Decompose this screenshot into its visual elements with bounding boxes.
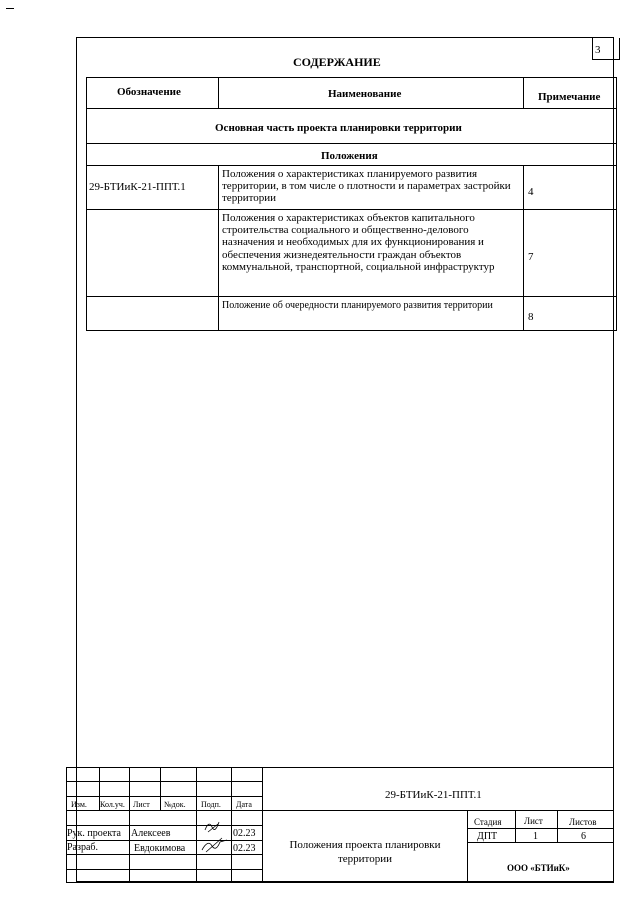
row-1-designation: 29-БТИиК-21-ППТ.1 xyxy=(89,181,186,193)
stamp-stage: ДПТ xyxy=(477,831,498,842)
stamp-col-ndok: №док. xyxy=(164,800,186,809)
stamp-sheets-label: Листов xyxy=(569,817,597,827)
stamp-role-1: Рук. проекта xyxy=(67,828,121,839)
stamp-date-2: 02.23 xyxy=(233,843,256,854)
row-3-note: 8 xyxy=(528,311,534,323)
row-2-note: 7 xyxy=(528,251,534,263)
subsection-heading: Положения xyxy=(321,150,378,162)
stamp-date-1: 02.23 xyxy=(233,828,256,839)
stamp-stage-label: Стадия xyxy=(474,817,502,827)
section-heading: Основная часть проекта планировки территории xyxy=(215,122,462,134)
stamp-name-2: Евдокимова xyxy=(134,843,186,854)
page-frame xyxy=(76,37,614,882)
stamp-sheet: 1 xyxy=(533,831,538,842)
row-2-name: Положения о характеристиках объектов капитального строительства социального и общественно-делового назначения и необходимых для их функционирования и обеспечения жизнедеятельности граждан объектов коммунальной, транспортной, социальной инфраструктур xyxy=(222,212,495,273)
stamp-col-izm: Изм. xyxy=(71,800,87,809)
stamp-doc-code: 29-БТИиК-21-ППТ.1 xyxy=(385,789,482,801)
stamp-sheets: 6 xyxy=(581,831,586,842)
header-note: Примечание xyxy=(538,91,601,103)
stamp-sheet-label: Лист xyxy=(524,816,543,826)
row-1-note: 4 xyxy=(528,186,534,198)
row-3-name: Положение об очередности планируемого развития территории xyxy=(222,300,493,311)
stamp-col-data: Дата xyxy=(236,800,252,809)
stamp-name-1: Алексеев xyxy=(131,828,171,839)
stamp-doc-title: Положения проекта планировки территории xyxy=(289,839,441,865)
row-1-name: Положения о характеристиках планируемого развития территории, в том числе о плотности и параметрах застройки территории xyxy=(222,168,511,205)
stamp-col-koluch: Кол.уч. xyxy=(100,800,125,809)
signature-2 xyxy=(200,836,230,857)
page-title: СОДЕРЖАНИЕ xyxy=(293,55,381,69)
stamp-col-podp: Подп. xyxy=(201,800,221,809)
signature-1 xyxy=(203,818,223,837)
stamp-role-2: Разраб. xyxy=(67,842,98,853)
stamp-col-list: Лист xyxy=(133,800,150,809)
page-number: 3 xyxy=(595,44,601,56)
stamp-organization: ООО «БТИиК» xyxy=(507,863,570,873)
header-name: Наименование xyxy=(328,88,402,100)
scan-mark xyxy=(6,8,14,9)
header-designation: Обозначение xyxy=(117,86,181,98)
